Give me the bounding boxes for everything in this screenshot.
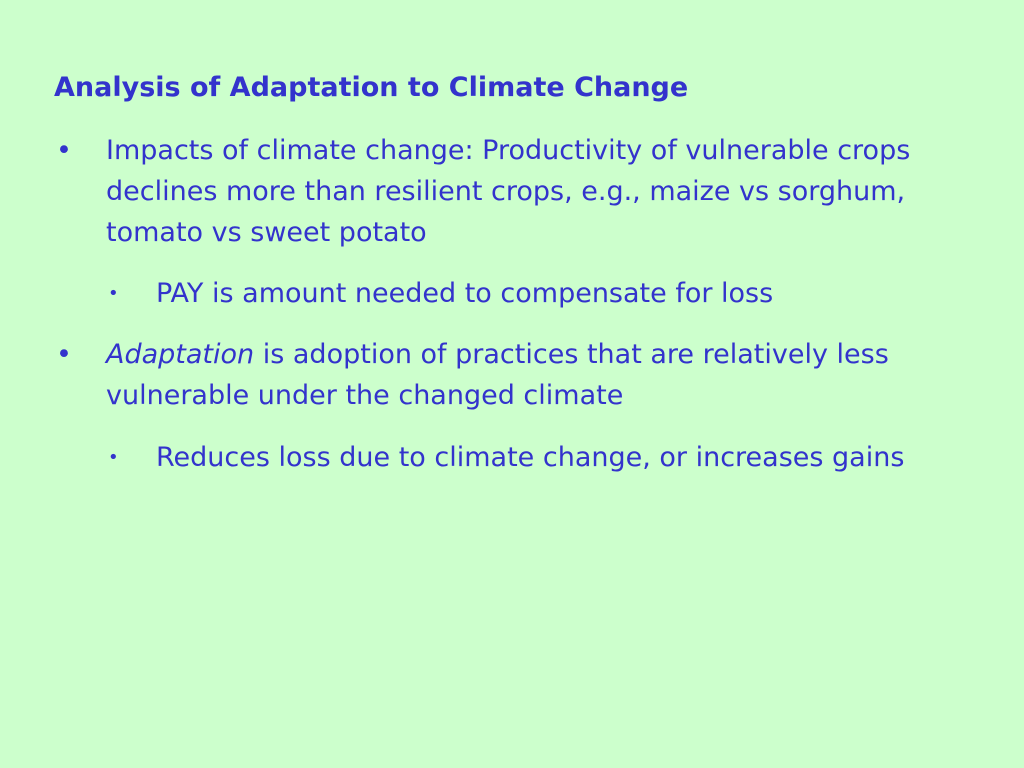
emphasis-term: Adaptation (106, 339, 255, 370)
bullet-text: Impacts of climate change: Productivity of vulnerable crops declines more than resilient crops, e.g., maize vs sorghum, tomato vs sweet potato (106, 135, 911, 248)
bullet-text: PAY is amount needed to compensate for loss (156, 278, 774, 309)
sub-bullet-reduces-loss (108, 437, 948, 478)
bullet-dot: • (56, 135, 72, 166)
bullet-text (106, 334, 986, 416)
bullet-dot: • (108, 447, 119, 468)
bullet-dot: • (108, 283, 119, 304)
bullet-text-rest: is adoption of practices that are relatively less vulnerable under the changed climate (106, 339, 889, 411)
sub-bullet-pay (108, 273, 948, 314)
bullet-impacts (56, 130, 986, 253)
slide-title: Analysis of Adaptation to Climate Change (54, 72, 689, 103)
bullet-adaptation (56, 334, 986, 416)
bullet-text: Reduces loss due to climate change, or increases gains (156, 442, 905, 473)
bullet-dot: • (56, 339, 72, 370)
